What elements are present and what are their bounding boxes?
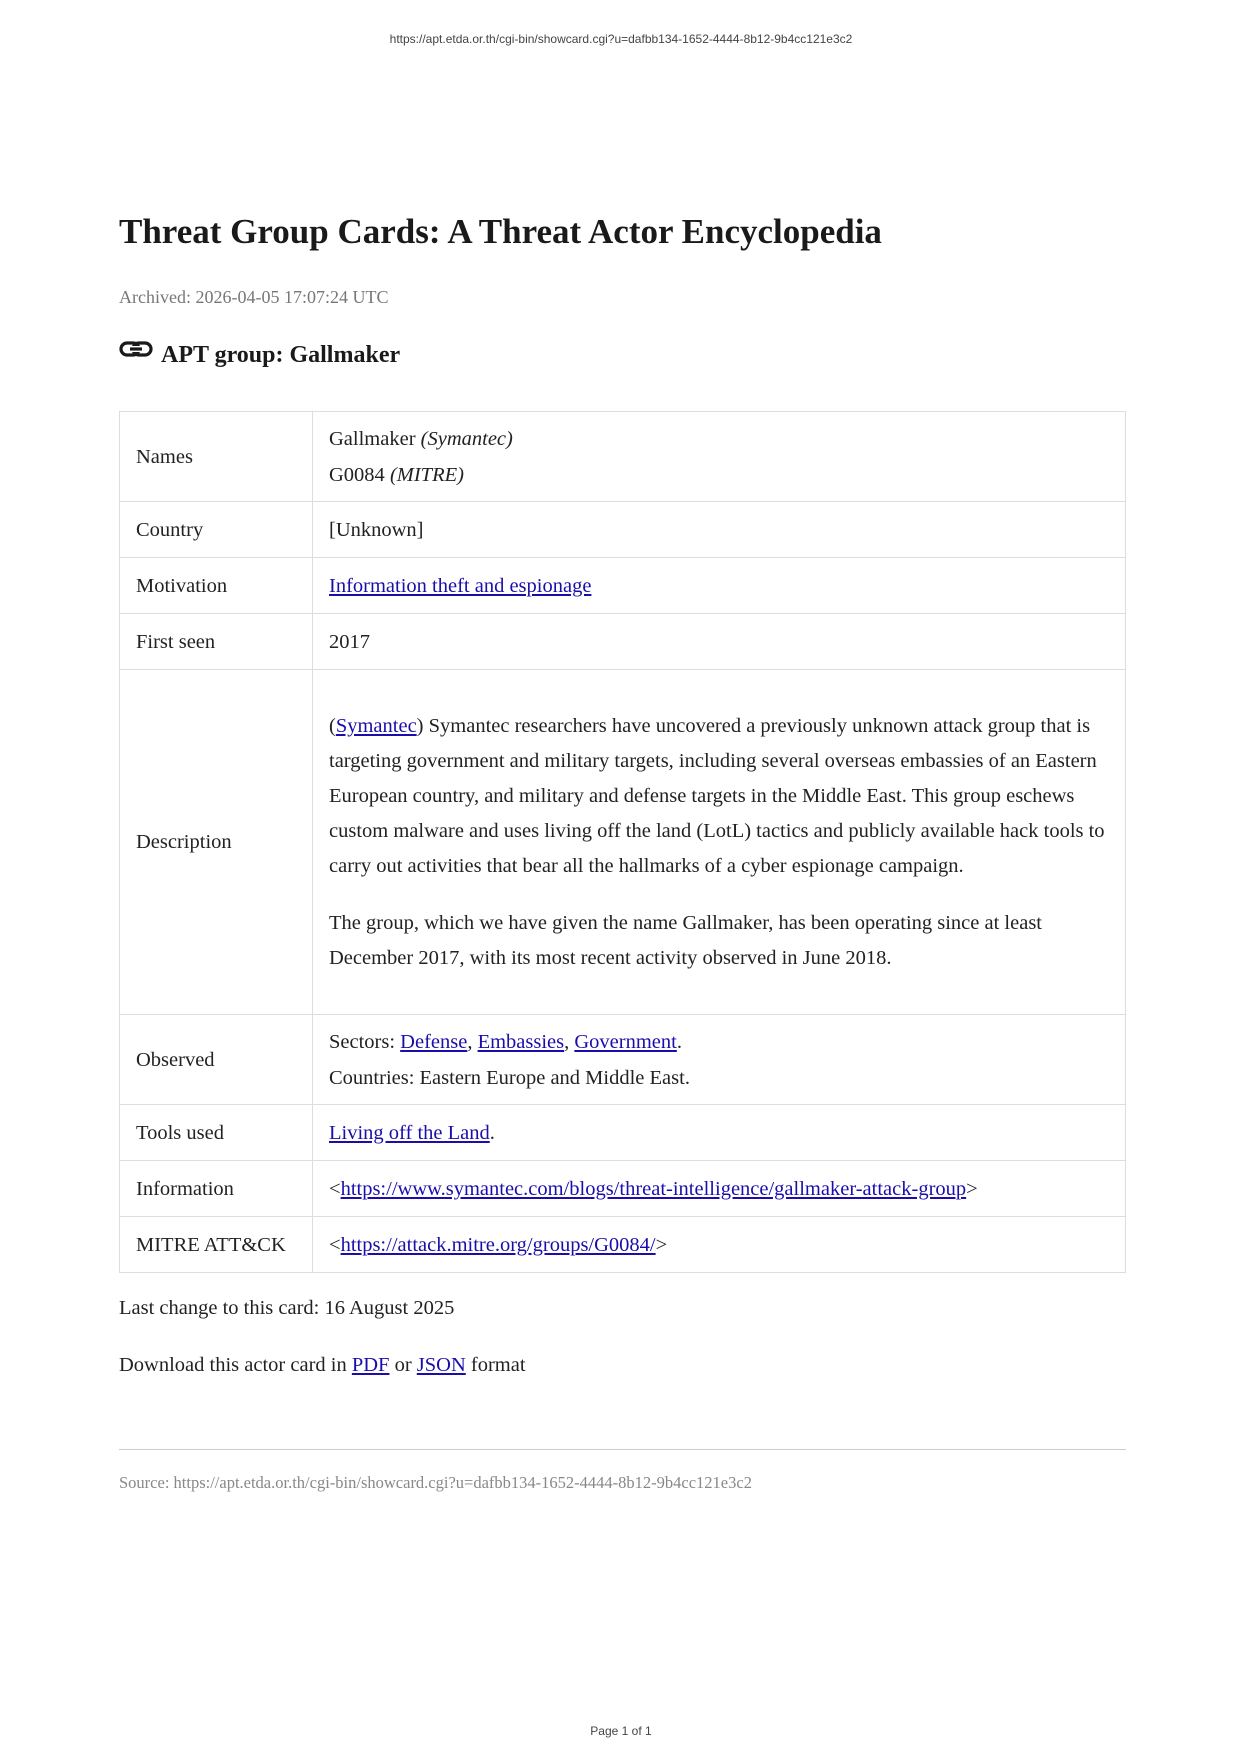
row-label: First seen — [120, 614, 313, 670]
motivation-value — [313, 558, 1126, 614]
symantec-link[interactable]: Symantec — [335, 714, 417, 737]
table-row-country — [120, 502, 1126, 558]
last-change: Last change to this card: 16 August 2025 — [119, 1297, 455, 1319]
archived-timestamp: Archived: 2026-04-05 17:07:24 UTC — [119, 287, 389, 307]
table-row-motivation — [120, 558, 1126, 614]
angle-close: > — [655, 1233, 668, 1256]
actor-card-table — [119, 411, 1126, 1273]
separator: , — [467, 1030, 478, 1053]
angle-open: < — [329, 1177, 341, 1200]
table-row-tools — [120, 1105, 1126, 1161]
table-row-information — [120, 1161, 1126, 1217]
download-suffix: format — [465, 1354, 526, 1376]
name-entry — [329, 421, 1109, 457]
description-value — [313, 670, 1126, 1015]
observed-countries: Countries: Eastern Europe and Middle East. — [329, 1066, 690, 1089]
row-label: Motivation — [120, 558, 313, 614]
divider — [119, 1449, 1126, 1450]
country-value: [Unknown] — [313, 502, 1126, 558]
table-row-observed — [120, 1015, 1126, 1105]
table-row-mitre — [120, 1217, 1126, 1273]
names-value — [313, 412, 1126, 502]
row-label: Observed — [120, 1015, 313, 1105]
row-label: Tools used — [120, 1105, 313, 1161]
name-text: Gallmaker — [329, 427, 416, 450]
description-paragraph — [329, 709, 1109, 884]
sector-link-government[interactable]: Government — [574, 1030, 677, 1053]
source-line: Source: https://apt.etda.or.th/cgi-bin/showcard.cgi?u=dafbb134-1652-4444-8b12-9b4cc121e3c2 — [119, 1473, 752, 1492]
tool-link-lotl[interactable]: Living off the Land — [329, 1121, 490, 1144]
page-number: Page 1 of 1 — [590, 1724, 652, 1738]
information-link[interactable]: https://www.symantec.com/blogs/threat-intelligence/gallmaker-attack-group — [340, 1177, 967, 1200]
json-link[interactable]: JSON — [416, 1354, 466, 1376]
sectors-prefix: Sectors: — [329, 1030, 401, 1053]
mitre-value — [313, 1217, 1126, 1273]
motivation-link[interactable]: Information theft and espionage — [329, 574, 592, 597]
sector-link-embassies[interactable]: Embassies — [477, 1030, 565, 1053]
description-paragraph: The group, which we have given the name Gallmaker, has been operating since at least December 2017, with its most recent activity observed in June 2018. — [329, 911, 1042, 969]
name-source: (Symantec) — [420, 427, 513, 450]
first-seen-value: 2017 — [313, 614, 1126, 670]
information-value — [313, 1161, 1126, 1217]
period: . — [676, 1030, 682, 1053]
group-heading-text: APT group: Gallmaker — [161, 342, 401, 368]
print-header-url: https://apt.etda.or.th/cgi-bin/showcard.cgi?u=dafbb134-1652-4444-8b12-9b4cc121e3c2 — [389, 32, 853, 46]
table-row-first-seen — [120, 614, 1126, 670]
page-title: Threat Group Cards: A Threat Actor Encyclopedia — [119, 212, 882, 251]
download-middle: or — [389, 1354, 417, 1376]
description-text: ) Symantec researchers have uncovered a previously unknown attack group that is targeting government and military targets, including several overseas embassies of an Eastern European country, and military and defense targets in the Middle East. This group eschews custom malware and uses living off the land (LotL) tactics and publicly available hack tools to carry out activities that bear all the hallmarks of a cyber espionage campaign. — [329, 714, 1105, 877]
observed-value — [313, 1015, 1126, 1105]
observed-sectors — [329, 1024, 1109, 1060]
row-label: Names — [120, 412, 313, 502]
angle-close: > — [966, 1177, 978, 1200]
link-icon[interactable] — [119, 339, 155, 363]
download-prefix: Download this actor card in — [119, 1354, 352, 1376]
tools-value — [313, 1105, 1126, 1161]
table-row-names — [120, 412, 1126, 502]
separator: , — [564, 1030, 575, 1053]
angle-open: < — [329, 1233, 341, 1256]
period: . — [489, 1121, 495, 1144]
row-label: Information — [120, 1161, 313, 1217]
name-text: G0084 — [329, 463, 385, 486]
pdf-link[interactable]: PDF — [351, 1354, 390, 1376]
table-row-description — [120, 670, 1126, 1015]
sector-link-defense[interactable]: Defense — [400, 1030, 468, 1053]
name-source: (MITRE) — [389, 463, 464, 486]
paren-open: ( — [329, 714, 336, 737]
row-label: MITRE ATT&CK — [120, 1217, 313, 1273]
name-entry — [329, 457, 1109, 493]
mitre-link[interactable]: https://attack.mitre.org/groups/G0084/ — [340, 1233, 656, 1256]
group-heading — [119, 342, 400, 369]
row-label: Country — [120, 502, 313, 558]
download-line — [119, 1354, 526, 1377]
row-label: Description — [120, 670, 313, 1015]
